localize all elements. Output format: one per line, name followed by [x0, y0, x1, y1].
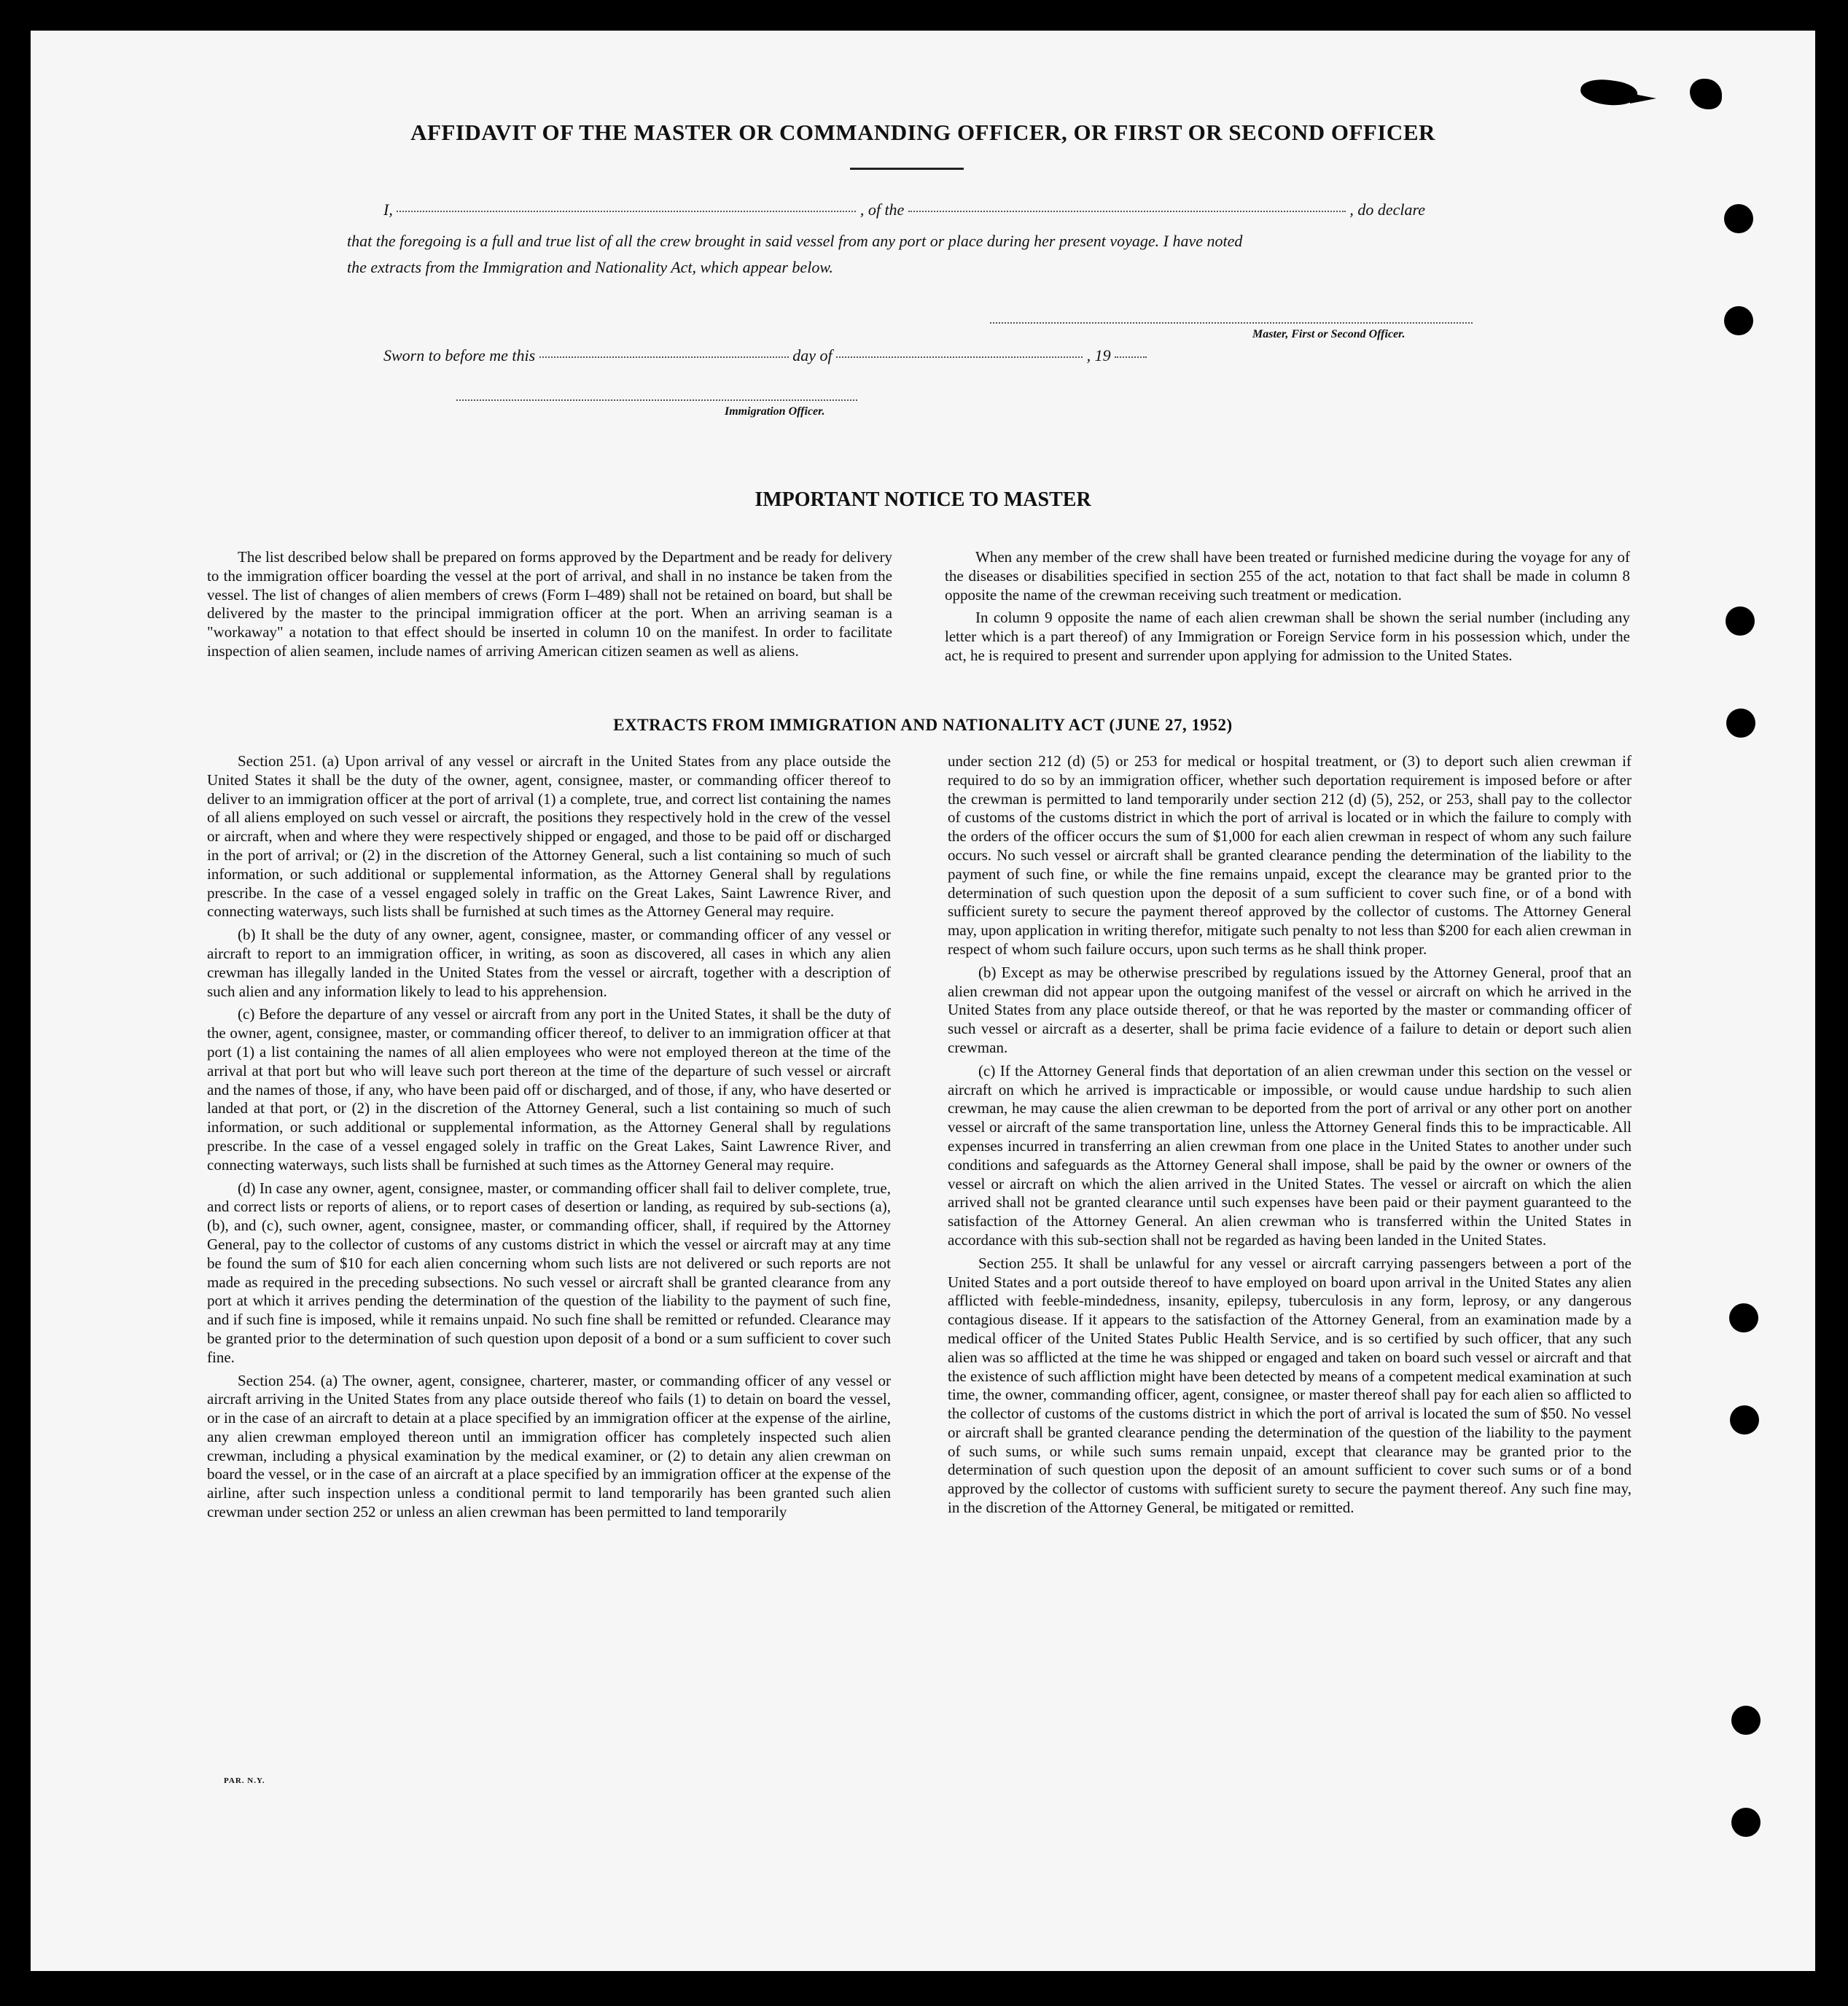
affidavit-i-label: I, — [383, 200, 393, 219]
page-title: AFFIDAVIT OF THE MASTER OR COMMANDING OFFICER, OR FIRST OR SECOND OFFICER — [410, 120, 1435, 145]
extracts-right-column — [948, 752, 1631, 1522]
year-blank[interactable] — [1115, 356, 1147, 358]
master-signature-line[interactable] — [990, 322, 1473, 324]
punch-hole — [1724, 306, 1753, 335]
punch-hole — [1724, 204, 1753, 233]
section-251-b: (b) It shall be the duty of any owner, agent, consignee, master, or commanding officer of any vessel or aircraft to report to an immigration officer, in writing, as soon as discovered, all cases in which any alien crewman has illegally landed in the United States from the vessel or aircraft, together with a description of such alien and any information likely to lead to his apprehension. — [207, 926, 891, 1000]
printer-mark: PAR. N.Y. — [224, 1776, 265, 1785]
notice-paragraph: The list described below shall be prepared on forms approved by the Department and be ready for delivery to the immigration officer boarding the vessel at the port of arrival, and shall in no instance be taken from the vessel. The list of changes of alien members of crews (Form I–489) shall not be retained on board, but shall be delivered by the master to the principal immigration officer at the port. When an arriving seaman is a "workaway" a notation to that effect should be inserted in column 10 on the manifest. In order to facilitate inspection of alien seamen, include names of arriving American citizen seamen as well as aliens. — [207, 548, 892, 660]
section-251-c: (c) Before the departure of any vessel or aircraft from any port in the United States, it shall be the duty of the owner, agent, consignee, master, or commanding officer thereof, to deliver to an immigration officer at that port (1) a list containing the names of all alien employees who were not employed thereon at the time of the arrival at that port but who will leave such port thereon at the time of the departure of such vessel or aircraft and the names of those, if any, who have been paid off or discharged, and of those, if any, who have deserted or landed at that port, or (2) in the discretion of the Attorney General, such a list containing so much of such information, or such additional or supplemental information, as the Attorney General shall by regulations prescribe. In the case of a vessel engaged solely in traffic on the Great Lakes, Saint Lawrence River, and connecting waterways, such lists shall be furnished at such times as the Attorney General may require. — [207, 1005, 891, 1174]
section-254-a-continued: under section 212 (d) (5) or 253 for medical or hospital treatment, or (3) to deport such alien crewman if required to do so by an immigration officer, whether such deportation requirement is imposed before or after the crewman is permitted to land temporarily under section 212 (d) (5), 252, or 253, shall pay to the collector of customs of the customs district in which the port of arrival is located or in which the failure to comply with the orders of the officer occurs the sum of $1,000 for each alien crewman in respect of whom any such failure occurs. No such vessel or aircraft shall be granted clearance pending the determination of the liability to the payment of such fine, or while the fine remains unpaid, except the clearance may be granted prior to the determination of such question upon the deposit of a sum sufficient to cover such fine, or of a bond with sufficient surety to secure the payment thereof approved by the collector of customs. The Attorney General may, upon application in writing therefor, mitigate such penalty to not less than $200 for each alien crewman in respect of whom such failure occurs, upon such terms as he shall think proper. — [948, 752, 1631, 958]
sworn-day-blank[interactable] — [539, 356, 789, 358]
affidavit-declare-label: , do declare — [1349, 200, 1425, 219]
punch-hole — [1730, 1405, 1759, 1435]
notice-title: IMPORTANT NOTICE TO MASTER — [755, 488, 1091, 511]
notice-paragraph: When any member of the crew shall have been treated or furnished medicine during the voyage for any of the diseases or disabilities specified in section 255 of the act, notation to that fact shall be made in column 8 opposite the name of the crewman receiving such treatment or medication. — [945, 548, 1630, 604]
sworn-line — [383, 346, 1147, 365]
name-blank[interactable] — [397, 211, 856, 212]
section-254-b: (b) Except as may be otherwise prescribed by regulations issued by the Attorney General, proof that an alien crewman did not appear upon the outgoing manifest of the vessel or aircraft on which he arrived in the United States from any place outside thereof, or that he was reported by the master or commanding officer of such vessel or aircraft as a deserter, shall be prima facie evidence of a failure to detain or deport such alien crewman. — [948, 963, 1631, 1056]
notice-right-column — [945, 548, 1630, 670]
ink-blot — [1579, 77, 1639, 109]
ink-blot — [1690, 79, 1722, 109]
affidavit-line-2: that the foregoing is a full and true list of all the crew brought in said vessel from any port or place during her present voyage. I have noted — [347, 232, 1243, 250]
officer-signature-caption: Immigration Officer. — [725, 405, 825, 418]
day-of-label: day of — [792, 346, 833, 364]
section-251-d: (d) In case any owner, agent, consignee, master, or commanding officer shall fail to deliver complete, true, and correct lists or reports of aliens, or to report cases of desertion or landing, as required by sub-sections (a), (b), and (c), such owner, agent, consignee, master, or commanding officer, shall, if required by the Attorney General, pay to the collector of customs of any customs district in which the vessel or aircraft may at any time be found the sum of $10 for each alien concerning whom such lists are not delivered or such reports are not made as required in the preceding subsections. No such vessel or aircraft shall be granted clearance from any port at which it arrives pending the determination of the question of the liability to the payment of such fine, and if such fine is imposed, while it remains unpaid. No such fine shall be remitted or refunded. Clearance may be granted prior to the determination of such question upon deposit of a bond or a sum sufficient to cover such fine. — [207, 1179, 891, 1366]
notice-paragraph: In column 9 opposite the name of each alien crewman shall be shown the serial number (including any letter which is a part thereof) of any Immigration or Foreign Service form in his possession which, under the act, he is required to present and surrender upon applying for admission to the United States. — [945, 609, 1630, 664]
punch-hole — [1726, 606, 1755, 636]
affidavit-of-the-label: , of the — [859, 200, 905, 219]
year-label: , 19 — [1086, 346, 1111, 364]
section-254-a: Section 254. (a) The owner, agent, consignee, charterer, master, or commanding officer of any vessel or aircraft arriving in the United States from any place outside thereof who fails (1) to detain on board the vessel, or in the case of an aircraft to detain at a place specified by an immigration officer at the expense of the airline, any alien crewman employed thereon until an immigration officer has completely inspected such alien crewman, including a physical examination by the medical examiner, or (2) to detain any alien crewman on board the vessel, or in the case of an aircraft at a place specified by an immigration officer at the expense of the airline, after such inspection unless a conditional permit to land temporarily has been granted such alien crewman under section 252 or unless an alien crewman has been permitted to land temporarily — [207, 1371, 891, 1521]
sworn-month-blank[interactable] — [836, 356, 1083, 358]
affidavit-line-1 — [383, 200, 1425, 219]
title-rule — [850, 168, 964, 170]
punch-hole — [1726, 709, 1755, 738]
punch-hole — [1731, 1808, 1761, 1837]
punch-hole — [1729, 1303, 1758, 1332]
vessel-blank[interactable] — [908, 211, 1346, 212]
officer-signature-line[interactable] — [456, 399, 857, 401]
extracts-left-column — [207, 752, 891, 1526]
document-page — [31, 31, 1815, 1971]
affidavit-line-3: the extracts from the Immigration and Nationality Act, which appear below. — [347, 258, 833, 276]
ink-blot — [1630, 93, 1656, 104]
notice-left-column — [207, 548, 892, 666]
sworn-label: Sworn to before me this — [383, 346, 536, 364]
extracts-title: EXTRACTS FROM IMMIGRATION AND NATIONALITY ACT (JUNE 27, 1952) — [613, 716, 1233, 734]
master-signature-caption: Master, First or Second Officer. — [1252, 328, 1406, 340]
section-255: Section 255. It shall be unlawful for any vessel or aircraft carrying passengers between a port of the United States and a port outside thereof to have employed on board upon arrival in the United States any alien afflicted with feeble-mindedness, insanity, epilepsy, tuberculosis in any form, leprosy, or any dangerous contagious disease. If it appears to the satisfaction of the Attorney General, from an examination made by a medical officer of the United States Public Health Service, and is so certified by such officer, that any such alien was so afflicted at the time he was shipped or engaged and taken on board such vessel or aircraft and that the existence of such affliction might have been detected by means of a competent medical examination at such time, the owner, commanding officer, agent, consignee, or master thereof shall pay for each alien so afflicted to the collector of customs of the customs district in which the port of arrival is located the sum of $50. No vessel or aircraft shall be granted clearance pending the determination of the question of the liability to the payment of such sums, or while such sums remain unpaid, except that clearance may be granted prior to the determination of such question upon the deposit of an amount sufficient to cover such sums or of a bond approved by the collector of customs with sufficient surety to secure the payment thereof. Any such fine may, in the discretion of the Attorney General, be mitigated or remitted. — [948, 1254, 1631, 1517]
punch-hole — [1731, 1706, 1761, 1735]
section-251-a: Section 251. (a) Upon arrival of any vessel or aircraft in the United States from any place outside the United States it shall be the duty of the owner, agent, consignee, master, or commanding officer thereof to deliver to an immigration officer at the port of arrival (1) a complete, true, and correct list containing the names of all aliens employed on such vessel or aircraft, the positions they respectively hold in the crew of the vessel or aircraft, when and where they were respectively shipped or engaged, and those to be paid off or discharged in the port of arrival; or (2) in the discretion of the Attorney General, such a list containing so much of such information, or such additional or supplemental information, as the Attorney General shall by regulations prescribe. In the case of a vessel engaged solely in traffic on the Great Lakes, Saint Lawrence River, and connecting waterways, such lists shall be furnished at such times as the Attorney General may require. — [207, 752, 891, 921]
section-254-c: (c) If the Attorney General finds that deportation of an alien crewman under this section on the vessel or aircraft on which he arrived is impracticable or impossible, or would cause undue hardship to such alien crewman, he may cause the alien crewman to be deported from the port of arrival or any other port on another vessel or aircraft of the same transportation line, unless the Attorney General finds this to be impracticable. All expenses incurred in transferring an alien crewman from one place in the United States to another under such conditions and safeguards as the Attorney General shall impose, shall be paid by the owner or owners of the vessel or aircraft on which the alien arrived in the United States. The vessel or aircraft on which the alien arrived shall not be granted clearance until such expenses have been paid or their payment guaranteed to the satisfaction of the Attorney General. An alien crewman who is transferred within the United States in accordance with this sub-section shall not be regarded as having been landed in the United States. — [948, 1061, 1631, 1249]
